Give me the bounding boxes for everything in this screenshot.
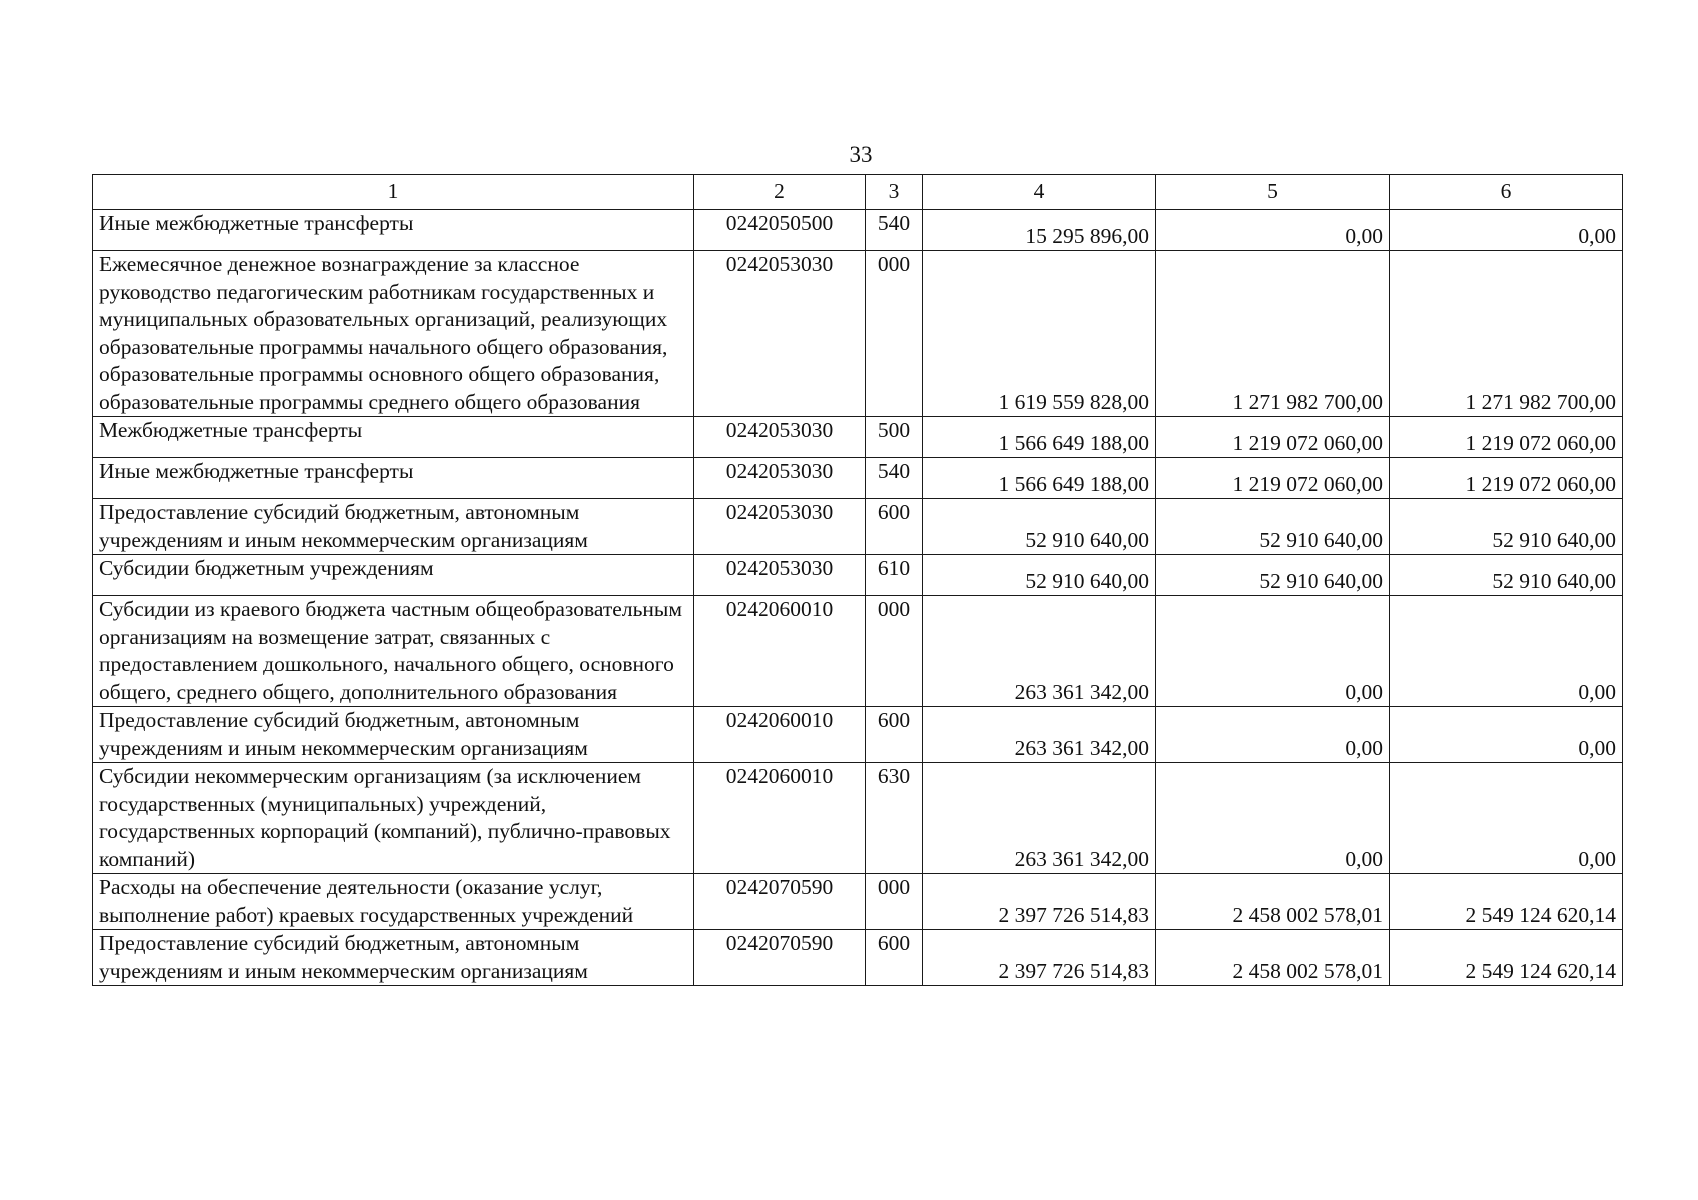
table-row: [93, 596, 1623, 707]
row-expense-type-code: 600: [866, 930, 923, 986]
row-target-article-code: 0242060010: [694, 707, 866, 763]
row-amount-col6: 1 219 072 060,00: [1390, 458, 1623, 499]
header-cell-3: 3: [866, 175, 923, 210]
row-expense-type-code: 000: [866, 251, 923, 417]
row-target-article-code: 0242070590: [694, 874, 866, 930]
row-amount-col5: 2 458 002 578,01: [1156, 930, 1390, 986]
row-name: Иные межбюджетные трансферты: [93, 210, 694, 251]
header-cell-2: 2: [694, 175, 866, 210]
row-amount-col4: 263 361 342,00: [923, 763, 1156, 874]
row-amount-col6: 0,00: [1390, 596, 1623, 707]
row-expense-type-code: 630: [866, 763, 923, 874]
row-target-article-code: 0242053030: [694, 417, 866, 458]
row-amount-col5: 0,00: [1156, 707, 1390, 763]
row-amount-col5: 2 458 002 578,01: [1156, 874, 1390, 930]
header-cell-4: 4: [923, 175, 1156, 210]
row-amount-col4: 1 566 649 188,00: [923, 458, 1156, 499]
row-expense-type-code: 540: [866, 458, 923, 499]
row-amount-col6: 1 271 982 700,00: [1390, 251, 1623, 417]
table-row: [93, 555, 1623, 596]
row-amount-col6: 2 549 124 620,14: [1390, 874, 1623, 930]
row-expense-type-code: 600: [866, 499, 923, 555]
row-expense-type-code: 000: [866, 596, 923, 707]
row-name: Субсидии из краевого бюджета частным общеобразовательным организациям на возмещение затрат, связанных с предоставлением дошкольного, начального общего, основного общего, среднего общего, дополнительного образования: [93, 596, 694, 707]
header-cell-5: 5: [1156, 175, 1390, 210]
table-row: [93, 707, 1623, 763]
row-name: Межбюджетные трансферты: [93, 417, 694, 458]
row-name: Субсидии бюджетным учреждениям: [93, 555, 694, 596]
row-amount-col6: 52 910 640,00: [1390, 555, 1623, 596]
row-name: Субсидии некоммерческим организациям (за исключением государственных (муниципальных) учреждений, государственных корпораций (компаний), публично-правовых компаний): [93, 763, 694, 874]
row-amount-col5: 52 910 640,00: [1156, 555, 1390, 596]
row-amount-col6: 0,00: [1390, 210, 1623, 251]
row-name: Расходы на обеспечение деятельности (оказание услуг, выполнение работ) краевых государственных учреждений: [93, 874, 694, 930]
table-row: [93, 874, 1623, 930]
row-amount-col4: 2 397 726 514,83: [923, 930, 1156, 986]
row-amount-col4: 1 566 649 188,00: [923, 417, 1156, 458]
row-expense-type-code: 000: [866, 874, 923, 930]
row-name: Предоставление субсидий бюджетным, автономным учреждениям и иным некоммерческим организациям: [93, 930, 694, 986]
row-name: Иные межбюджетные трансферты: [93, 458, 694, 499]
row-expense-type-code: 600: [866, 707, 923, 763]
table-row: [93, 763, 1623, 874]
row-amount-col6: 1 219 072 060,00: [1390, 417, 1623, 458]
row-name: Ежемесячное денежное вознаграждение за классное руководство педагогическим работникам государственных и муниципальных образовательных организаций, реализующих образовательные программы начального общего образования, образовательные программы основного общего образования, образовательные программы среднего общего образования: [93, 251, 694, 417]
row-target-article-code: 0242053030: [694, 499, 866, 555]
row-amount-col5: 0,00: [1156, 763, 1390, 874]
row-amount-col4: 15 295 896,00: [923, 210, 1156, 251]
row-name: Предоставление субсидий бюджетным, автономным учреждениям и иным некоммерческим организациям: [93, 707, 694, 763]
row-amount-col5: 1 219 072 060,00: [1156, 417, 1390, 458]
row-amount-col4: 52 910 640,00: [923, 499, 1156, 555]
page-number: 33: [849, 142, 873, 167]
header-row: [93, 175, 1623, 210]
budget-table: [92, 174, 1623, 986]
row-amount-col4: 263 361 342,00: [923, 707, 1156, 763]
row-amount-col6: 2 549 124 620,14: [1390, 930, 1623, 986]
row-target-article-code: 0242053030: [694, 555, 866, 596]
row-target-article-code: 0242053030: [694, 458, 866, 499]
row-amount-col5: 52 910 640,00: [1156, 499, 1390, 555]
row-target-article-code: 0242053030: [694, 251, 866, 417]
table-row: [93, 417, 1623, 458]
row-expense-type-code: 610: [866, 555, 923, 596]
row-target-article-code: 0242060010: [694, 596, 866, 707]
table-row: [93, 251, 1623, 417]
row-amount-col4: 2 397 726 514,83: [923, 874, 1156, 930]
row-target-article-code: 0242060010: [694, 763, 866, 874]
row-amount-col5: 0,00: [1156, 596, 1390, 707]
row-amount-col4: 52 910 640,00: [923, 555, 1156, 596]
row-name: Предоставление субсидий бюджетным, автономным учреждениям и иным некоммерческим организациям: [93, 499, 694, 555]
header-cell-6: 6: [1390, 175, 1623, 210]
table-row: [93, 210, 1623, 251]
table-row: [93, 458, 1623, 499]
table-row: [93, 930, 1623, 986]
header-cell-1: 1: [93, 175, 694, 210]
row-amount-col5: 1 219 072 060,00: [1156, 458, 1390, 499]
row-expense-type-code: 500: [866, 417, 923, 458]
row-amount-col4: 263 361 342,00: [923, 596, 1156, 707]
row-amount-col6: 52 910 640,00: [1390, 499, 1623, 555]
row-amount-col5: 0,00: [1156, 210, 1390, 251]
row-amount-col6: 0,00: [1390, 763, 1623, 874]
row-expense-type-code: 540: [866, 210, 923, 251]
row-amount-col5: 1 271 982 700,00: [1156, 251, 1390, 417]
table-row: [93, 499, 1623, 555]
row-target-article-code: 0242050500: [694, 210, 866, 251]
row-amount-col4: 1 619 559 828,00: [923, 251, 1156, 417]
row-amount-col6: 0,00: [1390, 707, 1623, 763]
row-target-article-code: 0242070590: [694, 930, 866, 986]
